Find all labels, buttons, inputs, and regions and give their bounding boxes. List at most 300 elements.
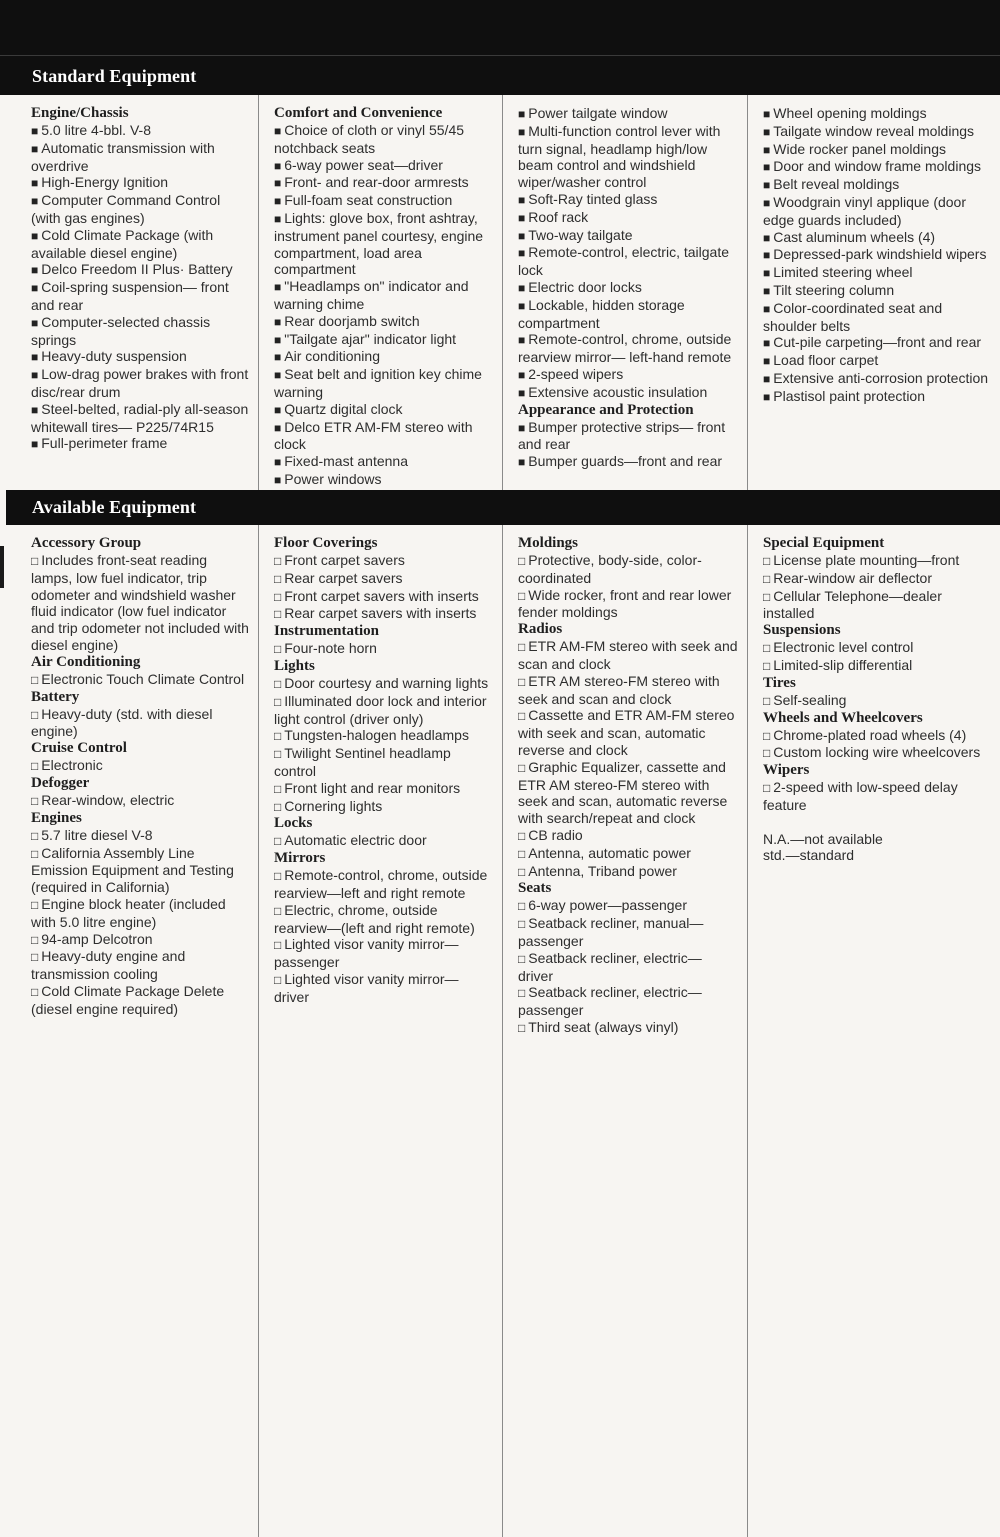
equipment-item	[518, 827, 739, 845]
equipment-item	[274, 419, 494, 454]
filled-square-bullet-icon: ■	[763, 230, 771, 245]
equipment-item	[31, 671, 250, 689]
filled-square-bullet-icon: ■	[274, 280, 282, 295]
equipment-item	[274, 278, 494, 313]
empty-square-bullet-icon: □	[31, 950, 39, 965]
equipment-item	[763, 779, 992, 814]
equipment-item	[274, 745, 494, 780]
equipment-item-text: Cold Climate Package (with available diesel engine)	[31, 226, 214, 261]
equipment-item-text: Remote-control, chrome, outside rearview—left and right remote	[274, 867, 488, 901]
equipment-item	[31, 227, 250, 262]
equipment-item	[518, 244, 739, 279]
equipment-item	[31, 706, 250, 741]
filled-square-bullet-icon: ■	[763, 178, 771, 193]
equipment-item	[518, 897, 739, 915]
equipment-item	[31, 983, 250, 1018]
empty-square-bullet-icon: □	[31, 793, 39, 808]
equipment-item-text: ETR AM-FM stereo with seek and scan and clock	[518, 638, 738, 672]
filled-square-bullet-icon: ■	[763, 371, 771, 386]
category-heading: Mirrors	[274, 850, 326, 867]
equipment-item-text: Electronic level control	[773, 639, 914, 656]
category-heading: Lights	[274, 657, 315, 674]
standard-equipment-grid	[0, 95, 1000, 490]
equipment-item	[274, 331, 494, 349]
equipment-item	[518, 227, 739, 245]
equipment-item-text: Rear doorjamb switch	[284, 312, 420, 329]
empty-square-bullet-icon: □	[31, 672, 39, 687]
equipment-item-text: Steel-belted, radial-ply all-season whitewall tires— P225/74R15	[31, 400, 249, 435]
equipment-item-text: Cast aluminum wheels (4)	[773, 228, 936, 245]
equipment-item	[518, 1019, 739, 1037]
equipment-item	[518, 552, 739, 587]
empty-square-bullet-icon: □	[763, 693, 771, 708]
equipment-item	[518, 366, 739, 384]
filled-square-bullet-icon: ■	[518, 280, 526, 295]
equipment-item-text: Third seat (always vinyl)	[528, 1018, 679, 1035]
standard-column-2	[259, 95, 503, 490]
equipment-item	[763, 264, 992, 282]
equipment-item	[763, 552, 992, 570]
filled-square-bullet-icon: ■	[518, 385, 526, 400]
equipment-item-text: Tailgate window reveal moldings	[773, 122, 975, 139]
category-heading: Air Conditioning	[31, 653, 141, 670]
category-heading: Floor Coverings	[274, 535, 378, 551]
equipment-item	[763, 229, 992, 247]
filled-square-bullet-icon: ■	[274, 176, 282, 191]
category-heading: Accessory Group	[31, 535, 142, 551]
equipment-item	[518, 638, 739, 673]
empty-square-bullet-icon: □	[518, 951, 526, 966]
standard-equipment-title: Standard Equipment	[32, 66, 197, 86]
equipment-item	[274, 640, 494, 658]
empty-square-bullet-icon: □	[518, 588, 526, 603]
equipment-item-text: "Headlamps on" indicator and warning chime	[274, 278, 469, 312]
equipment-item-text: Front carpet savers with inserts	[284, 587, 479, 604]
equipment-item-text: Self-sealing	[773, 691, 847, 708]
equipment-item	[31, 401, 250, 436]
equipment-item-text: Rear carpet savers	[284, 569, 403, 586]
equipment-item	[274, 348, 494, 366]
filled-square-bullet-icon: ■	[763, 160, 771, 175]
equipment-item-text: Front carpet savers	[284, 552, 405, 568]
equipment-item-text: Protective, body-side, color-coordinated	[518, 552, 702, 586]
equipment-item	[274, 832, 494, 850]
equipment-item	[763, 370, 992, 388]
equipment-item	[274, 780, 494, 798]
equipment-item	[31, 174, 250, 192]
filled-square-bullet-icon: ■	[763, 195, 771, 210]
empty-square-bullet-icon: □	[763, 728, 771, 743]
equipment-item-text: Custom locking wire wheelcovers	[773, 744, 981, 761]
equipment-item-text: Door and window frame moldings	[773, 158, 982, 175]
equipment-item-text: Includes front-seat reading lamps, low fuel indicator, trip odometer and windshield washer fluid indicator (low fuel indicator and trip odometer not included with diesel engine)	[31, 552, 249, 653]
equipment-item-text: 5.0 litre 4-bbl. V-8	[41, 122, 151, 138]
empty-square-bullet-icon: □	[274, 642, 282, 657]
equipment-item	[518, 759, 739, 827]
equipment-item	[274, 867, 494, 902]
empty-square-bullet-icon: □	[274, 781, 282, 796]
equipment-item	[763, 123, 992, 141]
filled-square-bullet-icon: ■	[31, 368, 39, 383]
category-heading: Cruise Control	[31, 740, 127, 757]
equipment-item-text: Rear-window air deflector	[773, 569, 932, 586]
equipment-item-text: Fixed-mast antenna	[284, 453, 408, 470]
equipment-item	[274, 902, 494, 937]
filled-square-bullet-icon: ■	[274, 211, 282, 226]
equipment-item-text: Multi-function control lever with turn signal, headlamp high/low beam control and windshield wiper/washer control	[518, 122, 721, 191]
equipment-item-text: Cassette and ETR AM-FM stereo with seek and scan, automatic reverse and clock	[518, 707, 735, 758]
equipment-item	[518, 863, 739, 881]
equipment-item-text: Four-note horn	[284, 640, 377, 657]
filled-square-bullet-icon: ■	[274, 455, 282, 470]
equipment-item	[518, 673, 739, 708]
top-dark-band	[0, 0, 1000, 95]
equipment-item	[518, 915, 739, 950]
category-heading: Engine/Chassis	[31, 105, 129, 121]
available-equipment-band	[6, 490, 1000, 525]
filled-square-bullet-icon: ■	[518, 228, 526, 243]
equipment-item-text: Extensive acoustic insulation	[528, 383, 708, 400]
equipment-item	[763, 105, 992, 123]
equipment-item-text: Cornering lights	[284, 797, 383, 814]
category-heading: Wipers	[763, 762, 810, 779]
empty-square-bullet-icon: □	[274, 676, 282, 691]
equipment-item-text: Woodgrain vinyl applique (door edge guards included)	[763, 193, 966, 228]
available-column-4	[748, 525, 1000, 1537]
category-heading: Appearance and Protection	[518, 401, 694, 418]
equipment-item-text: Power tailgate window	[528, 105, 668, 121]
category-heading: Seats	[518, 880, 552, 897]
empty-square-bullet-icon: □	[31, 846, 39, 861]
equipment-item-text: 6-way power seat—driver	[284, 156, 443, 173]
empty-square-bullet-icon: □	[518, 986, 526, 1001]
empty-square-bullet-icon: □	[518, 899, 526, 914]
equipment-item-text: Lighted visor vanity mirror— driver	[274, 970, 459, 1005]
equipment-item	[518, 845, 739, 863]
equipment-item-text: Two-way tailgate	[528, 226, 633, 243]
filled-square-bullet-icon: ■	[31, 402, 39, 417]
equipment-item	[274, 210, 494, 278]
equipment-item-text: License plate mounting—front	[773, 552, 960, 568]
empty-square-bullet-icon: □	[763, 554, 771, 568]
equipment-item	[31, 792, 250, 810]
equipment-item-text: California Assembly Line Emission Equipment and Testing (required in California)	[31, 844, 234, 896]
equipment-item	[763, 194, 992, 229]
equipment-item	[274, 727, 494, 745]
equipment-item-text: Automatic electric door	[284, 832, 427, 849]
legend-note: N.A.—not available	[763, 830, 883, 847]
equipment-item	[274, 971, 494, 1006]
category-heading: Engines	[31, 809, 82, 826]
empty-square-bullet-icon: □	[274, 571, 282, 586]
equipment-item	[763, 570, 992, 588]
empty-square-bullet-icon: □	[274, 903, 282, 918]
empty-square-bullet-icon: □	[763, 658, 771, 673]
equipment-item-text: Rear carpet savers with inserts	[284, 605, 477, 622]
equipment-item	[274, 675, 494, 693]
equipment-item-text: Automatic transmission with overdrive	[31, 139, 215, 174]
equipment-item	[31, 827, 250, 845]
equipment-item-text: Engine block heater (included with 5.0 litre engine)	[31, 895, 226, 930]
filled-square-bullet-icon: ■	[274, 332, 282, 347]
empty-square-bullet-icon: □	[31, 932, 39, 947]
filled-square-bullet-icon: ■	[274, 314, 282, 329]
equipment-item	[518, 279, 739, 297]
category-heading: Locks	[274, 815, 313, 832]
filled-square-bullet-icon: ■	[31, 176, 39, 191]
filled-square-bullet-icon: ■	[763, 283, 771, 298]
equipment-item	[274, 157, 494, 175]
equipment-item-text: Cold Climate Package Delete (diesel engine required)	[31, 982, 225, 1017]
equipment-item	[518, 331, 739, 366]
empty-square-bullet-icon: □	[31, 554, 39, 568]
equipment-item	[763, 282, 992, 300]
equipment-item-text: ETR AM stereo-FM stereo with seek and scan and clock	[518, 672, 720, 707]
equipment-item	[518, 297, 739, 332]
equipment-item	[763, 352, 992, 370]
equipment-item	[518, 707, 739, 758]
equipment-item-text: Graphic Equalizer, cassette and ETR AM stereo-FM stereo with seek and scan, automatic reverse with search/repeat and clock	[518, 758, 728, 827]
available-column-1	[0, 525, 259, 1537]
filled-square-bullet-icon: ■	[31, 263, 39, 278]
equipment-item-text: Door courtesy and warning lights	[284, 674, 489, 691]
equipment-item	[274, 401, 494, 419]
empty-square-bullet-icon: □	[31, 759, 39, 774]
available-column-3	[503, 525, 748, 1537]
filled-square-bullet-icon: ■	[763, 301, 771, 316]
equipment-item	[31, 122, 250, 140]
empty-square-bullet-icon: □	[274, 589, 282, 604]
empty-square-bullet-icon: □	[763, 746, 771, 761]
filled-square-bullet-icon: ■	[763, 389, 771, 404]
equipment-item-text: Lights: glove box, front ashtray, instrument panel courtesy, engine compartment, load area compartment	[274, 209, 484, 278]
equipment-item	[31, 948, 250, 983]
empty-square-bullet-icon: □	[274, 554, 282, 568]
standard-column-1	[0, 95, 259, 490]
equipment-item-text: Wide rocker panel moldings	[773, 140, 946, 157]
equipment-item-text: Load floor carpet	[773, 352, 879, 369]
equipment-item	[31, 757, 250, 775]
empty-square-bullet-icon: □	[274, 747, 282, 762]
equipment-item-text: Plastisol paint protection	[773, 387, 926, 404]
equipment-item	[274, 192, 494, 210]
empty-square-bullet-icon: □	[518, 846, 526, 861]
equipment-item-text: Soft-Ray tinted glass	[528, 190, 658, 207]
empty-square-bullet-icon: □	[518, 709, 526, 724]
equipment-item	[274, 174, 494, 192]
equipment-item-text: Limited-slip differential	[773, 656, 913, 673]
empty-square-bullet-icon: □	[518, 917, 526, 932]
equipment-item	[763, 657, 992, 675]
equipment-item-text: Color-coordinated seat and shoulder belts	[763, 299, 943, 334]
filled-square-bullet-icon: ■	[763, 248, 771, 263]
equipment-item-text: High-Energy Ignition	[41, 174, 169, 191]
equipment-item	[518, 984, 739, 1019]
equipment-item-text: Seatback recliner, electric— passenger	[518, 984, 702, 1019]
equipment-item-text: Seat belt and ignition key chime warning	[274, 366, 482, 400]
available-column-2	[259, 525, 503, 1537]
empty-square-bullet-icon: □	[274, 607, 282, 622]
empty-square-bullet-icon: □	[274, 834, 282, 849]
filled-square-bullet-icon: ■	[274, 420, 282, 435]
equipment-item	[31, 348, 250, 366]
equipment-item-text: Lockable, hidden storage compartment	[518, 296, 685, 331]
filled-square-bullet-icon: ■	[518, 107, 526, 121]
filled-square-bullet-icon: ■	[31, 350, 39, 365]
filled-square-bullet-icon: ■	[31, 194, 39, 209]
equipment-item	[518, 209, 739, 227]
equipment-item	[763, 744, 992, 762]
equipment-item-text: Power windows	[284, 470, 382, 487]
equipment-item-text: Depressed-park windshield wipers	[773, 246, 987, 263]
equipment-item	[31, 896, 250, 931]
legend-note: std.—standard	[763, 847, 855, 864]
equipment-item-text: Lighted visor vanity mirror— passenger	[274, 936, 459, 971]
equipment-item-text: Antenna, automatic power	[528, 844, 691, 861]
equipment-item-text: Computer Command Control (with gas engines)	[31, 192, 221, 226]
equipment-item	[274, 798, 494, 816]
equipment-item-text: Low-drag power brakes with front disc/rear drum	[31, 366, 249, 400]
equipment-item-text: Rear-window, electric	[41, 791, 175, 808]
equipment-item-text: Tilt steering column	[773, 281, 895, 298]
equipment-item	[763, 246, 992, 264]
filled-square-bullet-icon: ■	[518, 455, 526, 470]
equipment-item	[274, 693, 494, 728]
equipment-item	[31, 261, 250, 279]
equipment-item-text: Belt reveal moldings	[773, 176, 900, 193]
equipment-item-text: Roof rack	[528, 208, 589, 225]
equipment-item	[274, 936, 494, 971]
equipment-item-text: Electronic	[41, 757, 103, 774]
equipment-item-text: Wheel opening moldings	[773, 105, 927, 121]
equipment-item-text: Coil-spring suspension— front and rear	[31, 279, 229, 313]
equipment-item-text: Heavy-duty (std. with diesel engine)	[31, 705, 213, 740]
filled-square-bullet-icon: ■	[274, 124, 282, 138]
filled-square-bullet-icon: ■	[518, 210, 526, 225]
equipment-item-text: Seatback recliner, manual— passenger	[518, 915, 704, 949]
equipment-item-text: 2-speed wipers	[528, 365, 624, 382]
equipment-item-text: Electric door locks	[528, 278, 642, 295]
empty-square-bullet-icon: □	[31, 897, 39, 912]
standard-column-4	[748, 95, 1000, 490]
equipment-item	[274, 605, 494, 623]
category-heading: Wheels and Wheelcovers	[763, 709, 923, 726]
equipment-item	[763, 727, 992, 745]
equipment-item	[763, 158, 992, 176]
equipment-item-text: Electric, chrome, outside rearview—(left and right remote)	[274, 901, 475, 936]
equipment-item	[274, 570, 494, 588]
filled-square-bullet-icon: ■	[31, 315, 39, 330]
equipment-item	[518, 950, 739, 985]
equipment-item	[274, 453, 494, 471]
empty-square-bullet-icon: □	[763, 589, 771, 604]
equipment-item	[31, 314, 250, 349]
equipment-item-text: CB radio	[528, 826, 583, 843]
filled-square-bullet-icon: ■	[518, 124, 526, 139]
equipment-item	[518, 453, 739, 471]
filled-square-bullet-icon: ■	[518, 246, 526, 261]
empty-square-bullet-icon: □	[518, 828, 526, 843]
equipment-item-text: Cellular Telephone—dealer installed	[763, 587, 942, 622]
filled-square-bullet-icon: ■	[518, 298, 526, 313]
equipment-item-text: Heavy-duty suspension	[41, 348, 187, 365]
equipment-item	[518, 191, 739, 209]
equipment-item-text: Delco ETR AM-FM stereo with clock	[274, 418, 473, 453]
empty-square-bullet-icon: □	[274, 729, 282, 744]
filled-square-bullet-icon: ■	[763, 124, 771, 139]
filled-square-bullet-icon: ■	[518, 367, 526, 382]
equipment-item-text: 94-amp Delcotron	[41, 930, 153, 947]
filled-square-bullet-icon: ■	[518, 333, 526, 348]
empty-square-bullet-icon: □	[274, 799, 282, 814]
filled-square-bullet-icon: ■	[763, 107, 771, 121]
filled-square-bullet-icon: ■	[274, 402, 282, 417]
equipment-item-text: Seatback recliner, electric— driver	[518, 949, 702, 984]
equipment-item	[763, 334, 992, 352]
empty-square-bullet-icon: □	[274, 869, 282, 884]
top-band-rule	[0, 55, 1000, 56]
empty-square-bullet-icon: □	[518, 640, 526, 655]
equipment-item	[763, 588, 992, 623]
equipment-item	[31, 192, 250, 227]
equipment-item	[31, 279, 250, 314]
equipment-item-text: Front- and rear-door armrests	[284, 174, 469, 191]
equipment-item-text: Tungsten-halogen headlamps	[284, 727, 469, 744]
equipment-item	[274, 588, 494, 606]
equipment-item	[763, 639, 992, 657]
equipment-item	[31, 435, 250, 453]
empty-square-bullet-icon: □	[31, 707, 39, 722]
equipment-item	[518, 123, 739, 191]
category-heading: Moldings	[518, 535, 579, 551]
filled-square-bullet-icon: ■	[763, 336, 771, 351]
category-heading: Comfort and Convenience	[274, 105, 443, 121]
equipment-item-text: Electronic Touch Climate Control	[41, 670, 245, 687]
equipment-item	[31, 366, 250, 401]
filled-square-bullet-icon: ■	[31, 228, 39, 243]
available-equipment-title: Available Equipment	[32, 497, 197, 517]
equipment-item-text: 6-way power—passenger	[528, 897, 687, 914]
empty-square-bullet-icon: □	[274, 694, 282, 709]
equipment-item	[31, 140, 250, 175]
empty-square-bullet-icon: □	[31, 828, 39, 843]
empty-square-bullet-icon: □	[518, 864, 526, 879]
equipment-item-text: Bumper protective strips— front and rear	[518, 418, 726, 453]
equipment-item-text: 5.7 litre diesel V-8	[41, 826, 153, 843]
empty-square-bullet-icon: □	[518, 554, 526, 568]
category-heading: Special Equipment	[763, 535, 885, 551]
empty-square-bullet-icon: □	[518, 674, 526, 689]
equipment-item	[763, 300, 992, 335]
equipment-item-text: Limited steering wheel	[773, 264, 913, 281]
equipment-item-text: Computer-selected chassis springs	[31, 313, 211, 348]
equipment-item-text: "Tailgate ajar" indicator light	[284, 330, 457, 347]
equipment-item-text: Full-perimeter frame	[41, 435, 168, 452]
filled-square-bullet-icon: ■	[274, 158, 282, 173]
equipment-item	[31, 552, 250, 654]
empty-square-bullet-icon: □	[763, 641, 771, 656]
spacer	[763, 814, 992, 831]
equipment-item	[274, 552, 494, 570]
filled-square-bullet-icon: ■	[31, 124, 39, 138]
equipment-item-text: Illuminated door lock and interior light control (driver only)	[274, 692, 487, 727]
filled-square-bullet-icon: ■	[763, 354, 771, 369]
empty-square-bullet-icon: □	[518, 760, 526, 775]
standard-column-3	[503, 95, 748, 490]
equipment-item	[763, 692, 992, 710]
equipment-item-text: Quartz digital clock	[284, 400, 403, 417]
empty-square-bullet-icon: □	[31, 984, 39, 999]
